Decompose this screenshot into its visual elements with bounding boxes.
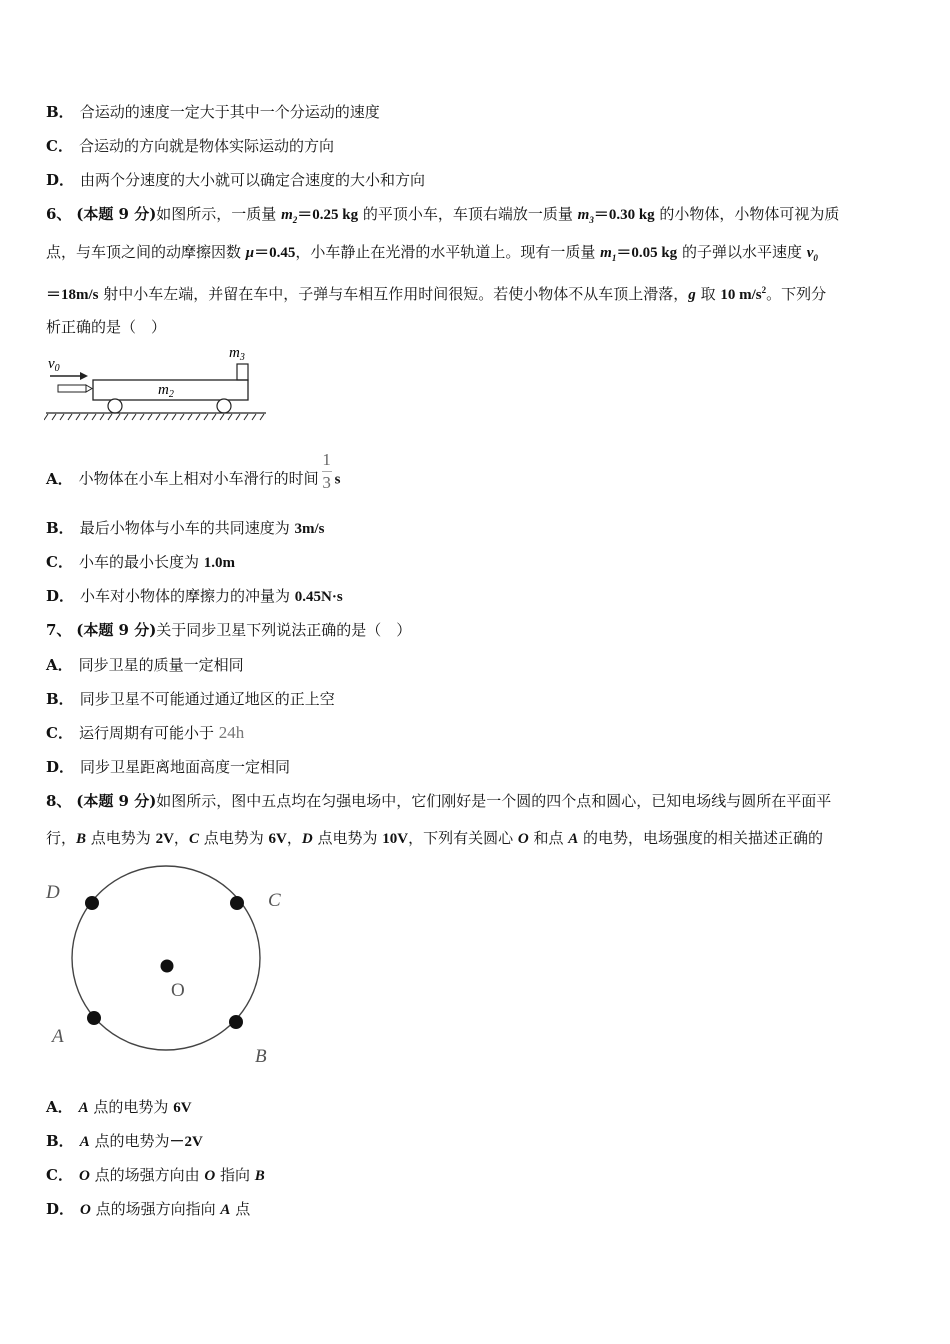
option-symbol: A — [220, 1202, 231, 1218]
option-value: 24h — [218, 723, 245, 742]
cart-diagram — [44, 342, 266, 424]
point-b — [229, 1015, 243, 1029]
option-text: 合运动的方向就是物体实际运动的方向 — [78, 137, 334, 155]
option-text: 合运动的速度一定大于其中一个分运动的速度 — [79, 103, 380, 121]
option-text: 由两个分速度的大小就可以确定合速度的大小和方向 — [80, 171, 426, 189]
var-mu: μ — [245, 245, 255, 261]
m3-label: $m_3$ — [229, 345, 245, 363]
block-m3 — [237, 364, 248, 380]
option-label: B． — [46, 1132, 74, 1150]
option-label: B． — [46, 103, 74, 121]
var-m3: $m_3$ — [577, 207, 594, 225]
q6-option-a[interactable] — [46, 450, 341, 500]
option-label: D． — [46, 1200, 75, 1218]
label-o: O — [171, 980, 185, 1001]
option-symbol: A — [78, 1100, 89, 1116]
option-label: A． — [46, 1098, 73, 1116]
value-m2: ＝0.25 kg — [297, 207, 359, 223]
q8-stem-line-1 — [46, 791, 831, 811]
option-text: 点的电势为 — [89, 1132, 170, 1150]
option-text: 点的场强方向指向 — [90, 1200, 221, 1218]
q7-option-c[interactable] — [46, 723, 244, 743]
q6-stem-line-4: 析正确的是（ ） — [46, 318, 167, 336]
option-label: D． — [46, 171, 75, 189]
q5-option-b[interactable] — [46, 102, 380, 122]
option-label: C． — [46, 724, 73, 742]
point-b-symbol: B — [76, 831, 87, 847]
option-value: －2V — [169, 1134, 203, 1150]
var-v0: $v_0$ — [806, 245, 818, 263]
option-text: 点 — [230, 1200, 251, 1218]
stem-text: 。下列分 — [766, 285, 827, 303]
point-a-symbol: A — [568, 831, 579, 847]
option-value: 1.0m — [203, 555, 235, 571]
q5-option-c[interactable] — [46, 136, 334, 156]
label-b: B — [255, 1046, 267, 1067]
stem-text: 取 — [695, 285, 721, 303]
potential-b: 2V — [155, 831, 174, 847]
point-c — [230, 896, 244, 910]
option-text: 同步卫星的质量一定相同 — [78, 656, 244, 674]
point-o — [161, 960, 174, 973]
question-number: 6、 — [46, 205, 72, 223]
point-d-symbol: D — [301, 831, 313, 847]
point-a — [87, 1011, 101, 1025]
option-text: 运行周期有可能小于 — [78, 724, 219, 742]
option-text: 指向 — [215, 1166, 255, 1184]
question-number: 8、 — [46, 792, 72, 810]
ground-hatch — [44, 414, 264, 420]
q8-option-a[interactable] — [46, 1097, 192, 1118]
option-label: C． — [46, 137, 73, 155]
value-mu: ＝0.45 — [254, 245, 296, 261]
option-label: A． — [46, 469, 73, 488]
question-score: (本题 9 分) — [76, 792, 157, 810]
value-m3: ＝0.30 kg — [593, 207, 655, 223]
option-value: 6V — [173, 1100, 192, 1116]
option-label: D． — [46, 758, 75, 776]
option-symbol: A — [79, 1134, 90, 1150]
value-m1: ＝0.05 kg — [616, 245, 678, 261]
question-score: (本题 9 分) — [76, 621, 157, 639]
option-label: C． — [46, 553, 73, 571]
option-symbol: O — [78, 1168, 90, 1184]
stem-text: 如图所示，图中五点均在匀强电场中，它们刚好是一个圆的四个点和圆心，已知电场线与圆所在平面平 — [156, 792, 832, 810]
var-m1: $m_1$ — [600, 245, 617, 263]
stem-text: 点，与车顶之间的动摩擦因数 — [46, 243, 246, 261]
q6-stem-line-1 — [46, 204, 839, 230]
value-v0: ＝18m/s — [46, 287, 99, 303]
option-text: 点的电势为 — [88, 1098, 174, 1116]
potential-d: 10V — [382, 831, 409, 847]
stem-text: 如图所示，一质量 — [156, 205, 282, 223]
q8-option-c[interactable] — [46, 1165, 265, 1186]
option-text: 小物体在小车上相对小车滑行的时间 — [78, 469, 319, 488]
q7-stem — [46, 620, 411, 640]
option-text: 小车对小物体的摩擦力的冲量为 — [80, 587, 295, 605]
q5-option-d[interactable] — [46, 170, 425, 190]
option-value: 0.45N·s — [294, 589, 343, 605]
label-c: C — [268, 890, 281, 911]
option-symbol: B — [254, 1168, 265, 1184]
option-text: 最后小物体与小车的共同速度为 — [79, 519, 295, 537]
stem-text: ，小车静止在光滑的水平轨道上。现有一质量 — [295, 243, 601, 261]
q8-option-b[interactable] — [46, 1131, 203, 1152]
label-a: A — [52, 1026, 64, 1047]
point-c-symbol: C — [188, 831, 199, 847]
q6-option-b[interactable] — [46, 518, 324, 539]
q8-stem-line-2: 行，B 点电势为 2V，C 点电势为 6V，D 点电势为 10V，下列有关圆心 O 和点 A 的电势，电场强度的相关描述正确的 — [46, 829, 824, 847]
v0-label: $v_0$ — [48, 356, 60, 374]
q6-stem-line-2 — [46, 242, 818, 268]
var-m2: $m_2$ — [281, 207, 298, 225]
option-label: C． — [46, 1166, 73, 1184]
option-label: B． — [46, 690, 74, 708]
var-g: g — [688, 287, 696, 303]
unit: s — [334, 471, 341, 488]
option-label: A． — [46, 656, 73, 674]
option-label: D． — [46, 587, 75, 605]
q7-option-d[interactable] — [46, 757, 290, 777]
stem-text: 的子弹以水平速度 — [677, 243, 807, 261]
question-score: (本题 9 分) — [76, 205, 157, 223]
value-g: 10 $m/s^2$ — [720, 285, 767, 303]
q6-option-c[interactable] — [46, 552, 235, 573]
point-d — [85, 896, 99, 910]
bullet — [58, 385, 86, 392]
wheel-right — [217, 399, 231, 413]
q7-option-a[interactable] — [46, 655, 244, 675]
q7-option-b[interactable] — [46, 689, 335, 709]
option-text: 同步卫星距离地面高度一定相同 — [80, 758, 291, 776]
option-text: 小车的最小长度为 — [78, 553, 204, 571]
option-label: B． — [46, 519, 74, 537]
circle-field-diagram — [40, 860, 300, 1070]
q6-option-d[interactable] — [46, 586, 343, 607]
option-symbol: O — [80, 1202, 91, 1218]
point-o-symbol: O — [517, 831, 529, 847]
fraction-one-third: $\frac{1}{3}$ — [322, 450, 331, 492]
potential-c: 6V — [268, 831, 287, 847]
m2-label: $m_2$ — [158, 382, 174, 400]
wheel-left — [108, 399, 122, 413]
q6-stem-line-3 — [46, 280, 826, 305]
stem-text: 的小物体，小物体可视为质 — [654, 205, 840, 223]
option-symbol: O — [204, 1168, 216, 1184]
stem-text: 关于同步卫星下列说法正确的是（ ） — [156, 621, 412, 639]
q8-option-d[interactable] — [46, 1199, 250, 1220]
stem-text: 的平顶小车，车顶右端放一质量 — [358, 205, 578, 223]
option-text: 同步卫星不可能通过通辽地区的正上空 — [79, 690, 335, 708]
stem-text: 射中小车左端，并留在车中，子弹与车相互作用时间很短。若使小物体不从车顶上滑落， — [98, 285, 689, 303]
label-d: D — [46, 882, 60, 903]
question-number: 7、 — [46, 621, 72, 639]
option-text: 点的场强方向由 — [89, 1166, 205, 1184]
option-value: 3m/s — [294, 521, 325, 537]
